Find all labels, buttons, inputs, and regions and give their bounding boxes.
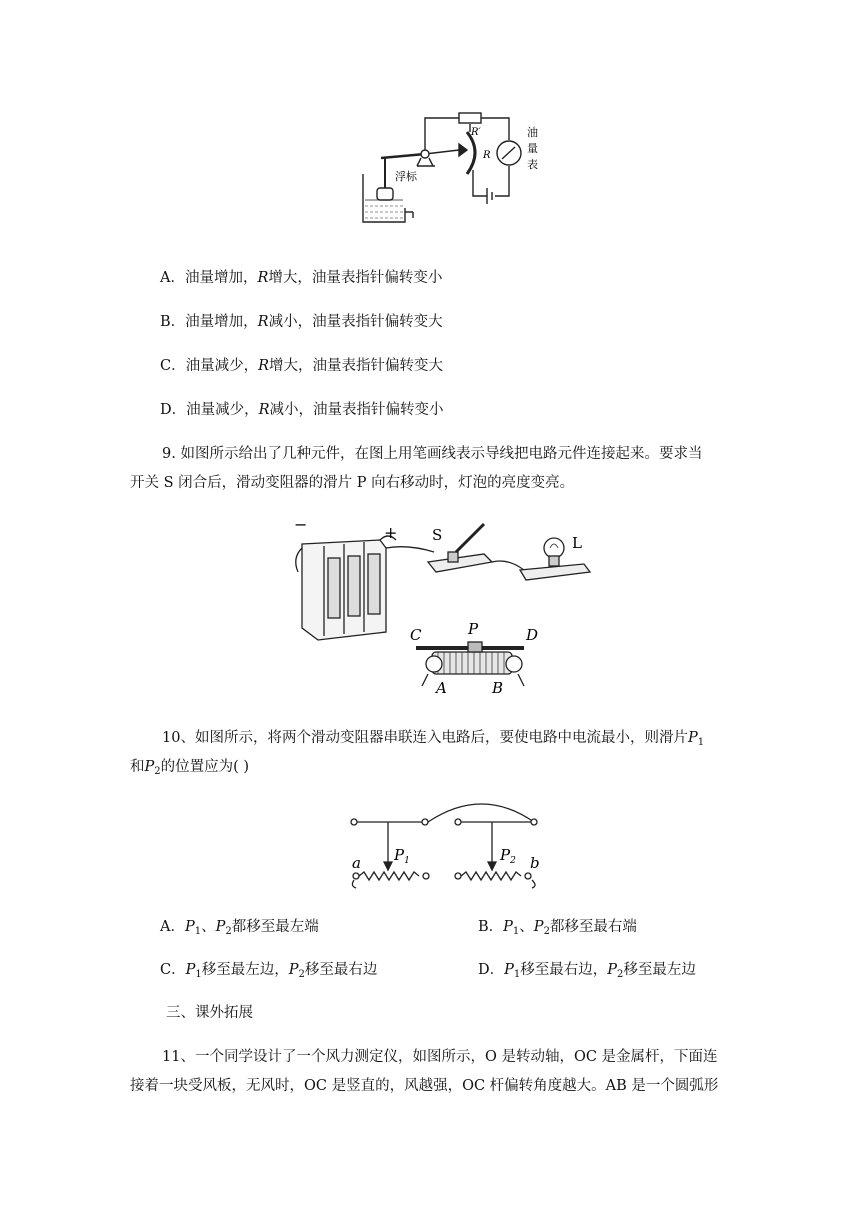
p1-label: $P_1$ xyxy=(394,846,410,866)
meter-label-2: 量 xyxy=(527,142,538,155)
q9-line-1: 9. 如图所示给出了几种元件，在图上用笔画线表示导线把电路元件连接起来。要求当 xyxy=(162,446,703,462)
q11-line-2: 接着一块受风板，无风时，OC 是竖直的，风越强，OC 杆偏转角度越大。AB 是一个圆弧形 xyxy=(130,1078,719,1094)
terminal-c-label: C xyxy=(410,626,422,644)
q10-line-1: 10、如图所示，将两个滑动变阻器串联连入电路后，要使电路中电流最小，则滑片$P_1$ xyxy=(162,730,705,748)
terminal-d-label: D xyxy=(526,626,539,644)
lamp-l-label: L xyxy=(572,534,582,552)
series-rheostats-figure xyxy=(344,800,544,892)
q8-option-c: C．油量减少，R增大，油量表指针偏转变大 xyxy=(160,358,444,374)
q9-line-2: 开关 S 闭合后，滑动变阻器的滑片 P 向右移动时，灯泡的亮度变亮。 xyxy=(130,475,575,491)
battery-plus-label: + xyxy=(384,523,398,542)
meter-label-3: 表 xyxy=(527,158,538,171)
terminal-a-label: A xyxy=(436,679,447,696)
r-label: R xyxy=(483,150,491,161)
terminal-a-small-label: a xyxy=(352,854,361,872)
q10-option-d: D．$P_1$移至最右边，$P_2$移至最左边 xyxy=(478,962,696,980)
q8-option-a: A．油量增加，R增大，油量表指针偏转变小 xyxy=(160,270,443,286)
q10-option-b: B．$P_1$、$P_2$都移至最右端 xyxy=(478,919,637,937)
float-label: 浮标 xyxy=(395,170,417,183)
r-prime-label: R′ xyxy=(471,127,481,138)
terminal-b-small-label: b xyxy=(530,854,540,872)
slider-p-label: P xyxy=(468,620,479,638)
q8-option-b: B．油量增加，R减小，油量表指针偏转变大 xyxy=(160,314,443,330)
q10-option-a: A．$P_1$、$P_2$都移至最左端 xyxy=(160,919,319,937)
terminal-b-label: B xyxy=(492,679,504,696)
section-heading: 三、课外拓展 xyxy=(166,1005,253,1021)
meter-label-1: 油 xyxy=(527,126,538,139)
q10-option-c: C．$P_1$移至最左边，$P_2$移至最右边 xyxy=(160,962,378,980)
switch-s-label: S xyxy=(432,526,443,544)
q10-line-2: 和$P_2$的位置应为( ) xyxy=(130,759,250,777)
oil-gauge-circuit-figure xyxy=(355,108,555,232)
circuit-components-figure xyxy=(288,518,604,696)
q8-option-d: D．油量减少，R减小，油量表指针偏转变小 xyxy=(160,402,444,418)
q11-line-1: 11、一个同学设计了一个风力测定仪，如图所示，O 是转动轴，OC 是金属杆，下面连 xyxy=(162,1049,718,1065)
p2-label: $P_2$ xyxy=(500,846,516,866)
battery-minus-label: − xyxy=(294,518,308,534)
